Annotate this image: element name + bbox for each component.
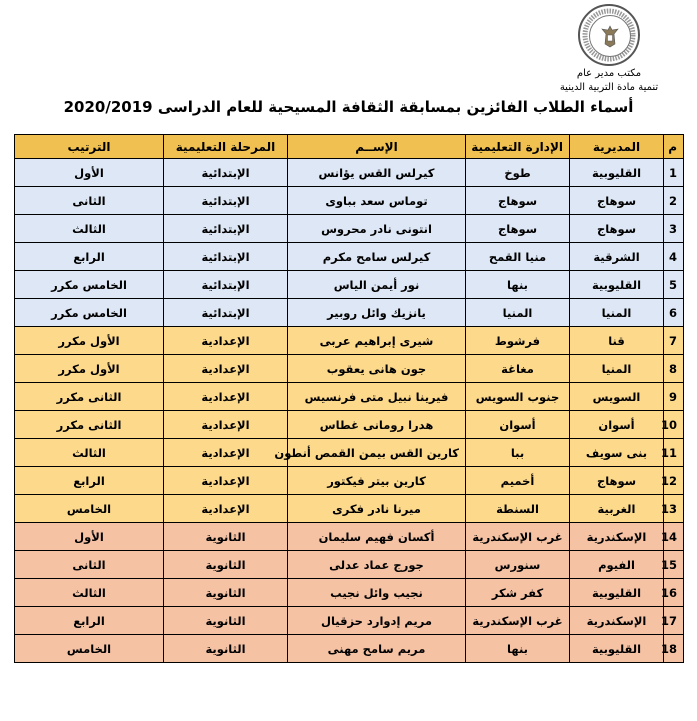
- cell-governorate: القليوبية: [570, 271, 664, 299]
- cell-rank: الثانى مكرر: [15, 411, 164, 439]
- cell-governorate: الفيوم: [570, 551, 664, 579]
- table-row: [15, 467, 684, 495]
- cell-stage: الإعدادية: [164, 327, 288, 355]
- cell-rank: الخامس مكرر: [15, 271, 164, 299]
- cell-admin: المنيا: [466, 299, 570, 327]
- cell-stage: الإبتدائية: [164, 243, 288, 271]
- office-line-2: تنمية مادة التربية الدينية: [559, 82, 659, 93]
- cell-admin: السنطة: [466, 495, 570, 523]
- cell-name: كارين بيتر فيكتور: [288, 467, 466, 495]
- table-row: [15, 215, 684, 243]
- cell-name: جون هانى يعقوب: [288, 355, 466, 383]
- table-row: [15, 383, 684, 411]
- cell-admin: جنوب السويس: [466, 383, 570, 411]
- cell-governorate: القليوبية: [570, 579, 664, 607]
- header-admin: الإدارة التعليمية: [466, 135, 570, 159]
- table-row: [15, 607, 684, 635]
- cell-admin: سوهاج: [466, 187, 570, 215]
- cell-governorate: سوهاج: [570, 187, 664, 215]
- cell-rank: الثالث: [15, 439, 164, 467]
- cell-name: مريم سامح مهنى: [288, 635, 466, 663]
- header-name: الإســم: [288, 135, 466, 159]
- cell-stage: الإبتدائية: [164, 187, 288, 215]
- cell-name: شيرى إبراهيم عربى: [288, 327, 466, 355]
- cell-name: نور أيمن الياس: [288, 271, 466, 299]
- cell-admin: أسوان: [466, 411, 570, 439]
- row-num: 18: [664, 635, 684, 663]
- page-title: أسماء الطلاب الفائزين بمسابقة الثقافة المسيحية للعام الدراسى 2020/2019: [63, 98, 634, 116]
- row-num: 14: [664, 523, 684, 551]
- cell-stage: الإعدادية: [164, 439, 288, 467]
- cell-governorate: القليوبية: [570, 635, 664, 663]
- cell-governorate: سوهاج: [570, 215, 664, 243]
- row-num: 5: [664, 271, 684, 299]
- cell-governorate: الإسكندرية: [570, 607, 664, 635]
- cell-admin: طوخ: [466, 159, 570, 187]
- cell-governorate: القليوبية: [570, 159, 664, 187]
- table-row: [15, 187, 684, 215]
- cell-stage: الإعدادية: [164, 495, 288, 523]
- header-stage: المرحلة التعليمية: [164, 135, 288, 159]
- cell-stage: الإبتدائية: [164, 215, 288, 243]
- cell-admin: مغاغة: [466, 355, 570, 383]
- row-num: 16: [664, 579, 684, 607]
- cell-admin: سنورس: [466, 551, 570, 579]
- table-row: [15, 355, 684, 383]
- table-row: [15, 551, 684, 579]
- office-line-1: مكتب مدير عام: [576, 68, 642, 79]
- row-num: 4: [664, 243, 684, 271]
- row-num: 6: [664, 299, 684, 327]
- cell-rank: الأول: [15, 159, 164, 187]
- cell-stage: الثانوية: [164, 523, 288, 551]
- row-num: 3: [664, 215, 684, 243]
- cell-governorate: الشرقية: [570, 243, 664, 271]
- table-row: [15, 159, 684, 187]
- cell-admin: بنها: [466, 271, 570, 299]
- cell-stage: الثانوية: [164, 579, 288, 607]
- cell-rank: الأول: [15, 523, 164, 551]
- cell-rank: الرابع: [15, 467, 164, 495]
- row-num: 17: [664, 607, 684, 635]
- cell-rank: الرابع: [15, 243, 164, 271]
- row-num: 15: [664, 551, 684, 579]
- seal-inner: [589, 15, 631, 57]
- cell-governorate: المنيا: [570, 355, 664, 383]
- cell-governorate: السويس: [570, 383, 664, 411]
- cell-name: أكسان فهيم سليمان: [288, 523, 466, 551]
- table-row: [15, 523, 684, 551]
- cell-governorate: سوهاج: [570, 467, 664, 495]
- row-num: 10: [664, 411, 684, 439]
- row-num: 1: [664, 159, 684, 187]
- cell-rank: الأول مكرر: [15, 355, 164, 383]
- cell-rank: الثانى مكرر: [15, 383, 164, 411]
- table-header-row: [15, 135, 684, 159]
- cell-admin: غرب الإسكندرية: [466, 523, 570, 551]
- table-row: [15, 495, 684, 523]
- cell-stage: الثانوية: [164, 551, 288, 579]
- cell-stage: الإعدادية: [164, 467, 288, 495]
- cell-admin: كفر شكر: [466, 579, 570, 607]
- cell-stage: الإعدادية: [164, 383, 288, 411]
- cell-name: كيرلس سامح مكرم: [288, 243, 466, 271]
- cell-rank: الثالث: [15, 215, 164, 243]
- row-num: 13: [664, 495, 684, 523]
- ministry-seal: [578, 4, 640, 66]
- cell-name: مريم إدوارد حزقيال: [288, 607, 466, 635]
- cell-rank: الخامس: [15, 635, 164, 663]
- cell-stage: الإبتدائية: [164, 299, 288, 327]
- cell-stage: الإعدادية: [164, 355, 288, 383]
- table-row: [15, 271, 684, 299]
- cell-stage: الثانوية: [164, 607, 288, 635]
- cell-name: نجيب وائل نجيب: [288, 579, 466, 607]
- cell-rank: الرابع: [15, 607, 164, 635]
- row-num: 9: [664, 383, 684, 411]
- winners-table: [14, 134, 684, 663]
- cell-rank: الخامس مكرر: [15, 299, 164, 327]
- cell-stage: الثانوية: [164, 635, 288, 663]
- row-num: 2: [664, 187, 684, 215]
- table-row: [15, 327, 684, 355]
- cell-name: توماس سعد بباوى: [288, 187, 466, 215]
- cell-name: انتونى نادر محروس: [288, 215, 466, 243]
- table-row: [15, 579, 684, 607]
- cell-name: كيرلس القس يؤانس: [288, 159, 466, 187]
- cell-admin: منيا القمح: [466, 243, 570, 271]
- cell-stage: الإعدادية: [164, 411, 288, 439]
- table-row: [15, 299, 684, 327]
- table-row: [15, 411, 684, 439]
- cell-stage: الإبتدائية: [164, 159, 288, 187]
- cell-name: كارين القس بيمن القمص أنطون: [288, 439, 466, 467]
- cell-admin: سوهاج: [466, 215, 570, 243]
- cell-admin: فرشوط: [466, 327, 570, 355]
- cell-name: ميرنا نادر فكرى: [288, 495, 466, 523]
- row-num: 12: [664, 467, 684, 495]
- cell-rank: الثانى: [15, 187, 164, 215]
- letterhead: [539, 4, 679, 94]
- cell-rank: الخامس: [15, 495, 164, 523]
- cell-admin: غرب الإسكندرية: [466, 607, 570, 635]
- cell-governorate: أسوان: [570, 411, 664, 439]
- table-row: [15, 243, 684, 271]
- cell-rank: الأول مكرر: [15, 327, 164, 355]
- cell-name: هدرا رومانى غطاس: [288, 411, 466, 439]
- header-governorate: المديرية: [570, 135, 664, 159]
- eagle-icon: [599, 24, 621, 48]
- row-num: 11: [664, 439, 684, 467]
- table-row: [15, 635, 684, 663]
- cell-governorate: الإسكندرية: [570, 523, 664, 551]
- row-num: 8: [664, 355, 684, 383]
- cell-name: يانزيك وائل روبير: [288, 299, 466, 327]
- cell-admin: ببا: [466, 439, 570, 467]
- header-rank: الترتيب: [15, 135, 164, 159]
- cell-governorate: المنيا: [570, 299, 664, 327]
- cell-admin: أخميم: [466, 467, 570, 495]
- cell-governorate: الغربية: [570, 495, 664, 523]
- cell-rank: الثانى: [15, 551, 164, 579]
- table-row: [15, 439, 684, 467]
- cell-governorate: قنا: [570, 327, 664, 355]
- cell-name: جورج عماد عدلى: [288, 551, 466, 579]
- cell-admin: بنها: [466, 635, 570, 663]
- cell-name: فيرينا نبيل متى فرنسيس: [288, 383, 466, 411]
- cell-rank: الثالث: [15, 579, 164, 607]
- header-num: م: [664, 135, 684, 159]
- cell-governorate: بنى سويف: [570, 439, 664, 467]
- cell-stage: الإبتدائية: [164, 271, 288, 299]
- row-num: 7: [664, 327, 684, 355]
